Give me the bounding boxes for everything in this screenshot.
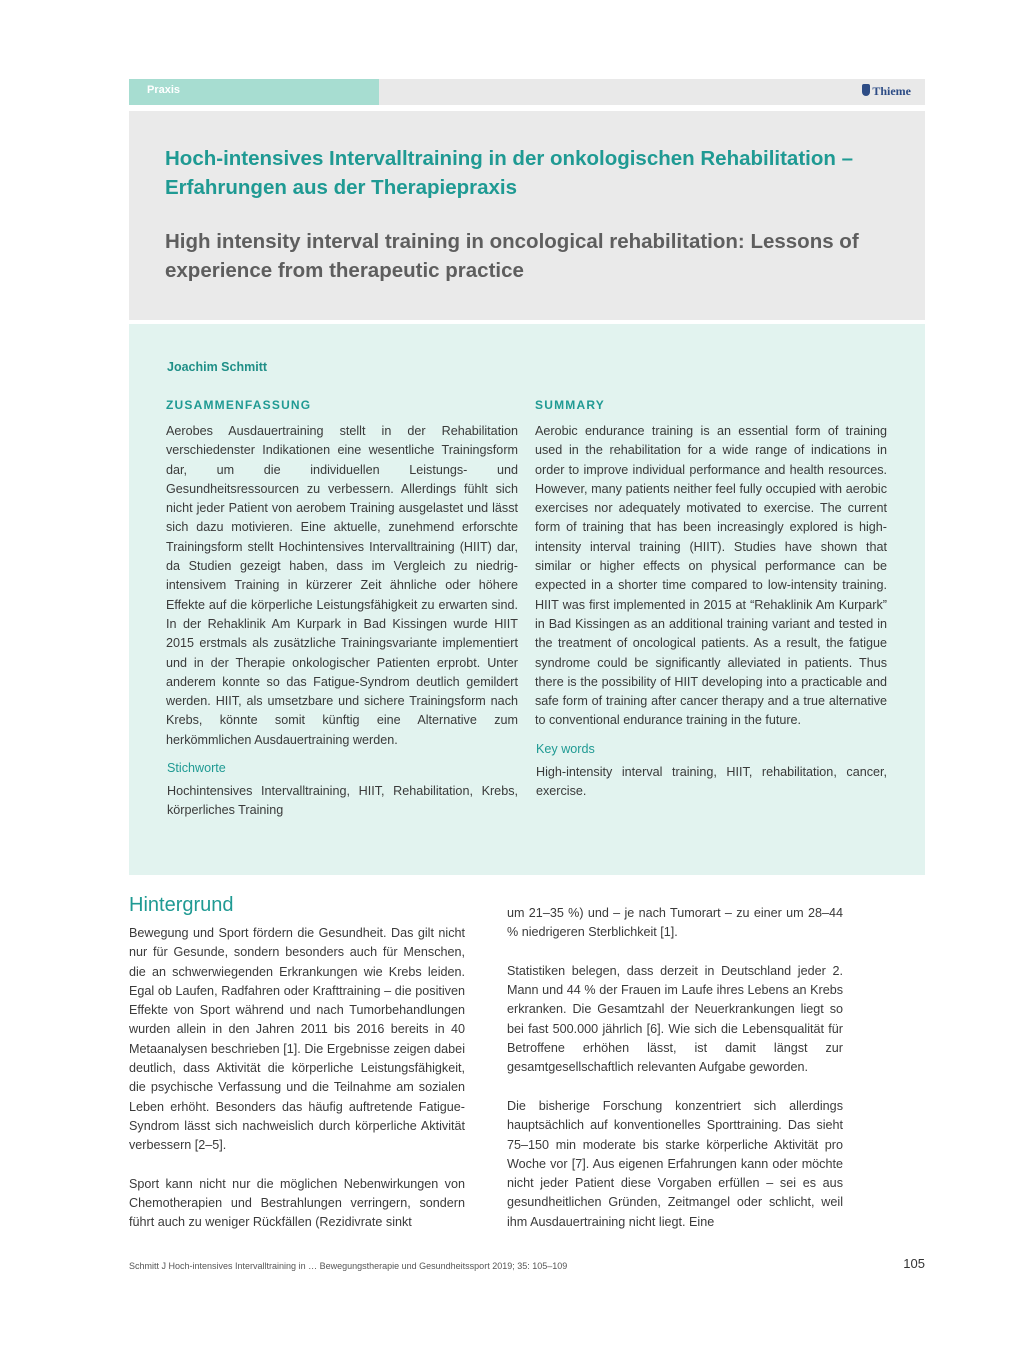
title-box bbox=[129, 111, 925, 320]
body-paragraph: um 21–35 %) und – je nach Tumorart – zu einer um 28–44 % niedrigeren Sterblichkeit [1]. bbox=[507, 906, 843, 940]
abstract-text-en: Aerobic endurance training is an essential form of training used in the rehabilitation for a wide range of indications in order to improve individual performance and health resources. However, many patients neither feel fully occupied with aerobic exercises nor adequately motivated to exercise. The current form of training that has been increasingly explored is high-intensity interval training (HIIT). Studies have shown that similar or higher effects on physical performance can be expected in a shorter time compared to low-intensity training. HIIT was first implemented in 2015 at “Rehaklinik Am Kurpark” in Bad Kissingen as an additional training variant and tested in the treatment of oncological patients. As a result, the fatigue syndrome could be significantly alleviated in patients. Thus there is the possibility of HIIT developing into a practicable and safe form of training after cancer therapy and a true alternative to conventional endurance training in the future. bbox=[535, 424, 887, 728]
body-column-left bbox=[129, 892, 465, 1252]
body-paragraph: Bewegung und Sport fördern die Gesundheit. Das gilt nicht nur für Gesunde, sondern besonders auch für Menschen, die an schwerwiegenden Erkrankungen wie Krebs leiden. Egal ob Laufen, Radfahren oder Krafttraining – die positiven Effekte von Sport während und nach Tumorbehandlungen wurden allein in den Jahren 2011 bis 2016 bereits in 40 Metaanalysen beschrieben [1]. Die Ergebnisse zeigen dabei deutlich, dass Aktivität die körperliche Leistungsfähigkeit, die psychische Verfassung und die Teilnahme am sozialen Leben erhöht. Besonders das häufig auftretende Fatigue-Syndrom lässt sich nachweislich durch körperliche Aktivität verbessern [2–5]. bbox=[129, 926, 465, 1153]
publisher-logo bbox=[862, 84, 911, 99]
body-paragraph: Statistiken belegen, dass derzeit in Deutschland jeder 2. Mann und 44 % der Frauen im Laufe ihres Lebens an Krebs erkranken. Die Gesamtzahl der Neuerkrankungen liegt so bei fast 500.000 jährlich [6]. Wie sich die Lebensqualität für Betroffene erhöhen lässt, ist damit längst zur gesamtgesellschaftlich relevanten Aufgabe geworden. bbox=[507, 963, 843, 1075]
abstract-heading-en: SUMMARY bbox=[535, 398, 605, 412]
publisher-name: Thieme bbox=[872, 84, 911, 98]
title-english: High intensity interval training in oncological rehabilitation: Lessons of experience from therapeutic practice bbox=[165, 230, 859, 282]
section-label: Praxis bbox=[147, 84, 181, 96]
page-number: 105 bbox=[903, 1256, 925, 1271]
body-paragraph: Die bisherige Forschung konzentriert sich allerdings hauptsächlich auf konventionelles Sporttraining. Das sieht 75–150 min moderate bis starke körperliche Aktivität pro Woche vor [7]. Aus eigenen Erfahrungen kann oder möchte nicht jeder Patient diese Vorgaben erfüllen – sei es aus gesundheitlichen Gründen, Zeitmangel oder schlicht, weil ihm Ausdauertraining nicht liegt. Eine bbox=[507, 1098, 843, 1229]
abstract-heading-de: ZUSAMMENFASSUNG bbox=[166, 398, 312, 412]
abstract-english bbox=[535, 398, 887, 801]
footer-citation: Schmitt J Hoch-intensives Intervalltraining in … Bewegungstherapie und Gesundheitssport 2019; 35: 105–109 bbox=[129, 1261, 568, 1271]
keywords-de: Hochintensives Intervalltraining, HIIT, Rehabilitation, Krebs, körperliches Training bbox=[167, 784, 518, 818]
abstract-text-de: Aerobes Ausdauertraining stellt in der Rehabilitation verschiedenster Indikationen eine wesentliche Trainingsform dar, um die individuellen Leistungs- und Gesundheitsressourcen zu verbessern. Allerdings fühlt sich nicht jeder Patient von aerobem Training ausgelastet und lässt sich dazu motivieren. Eine aktuelle, zunehmend erforschte Trainingsform stellt Hochintensives Intervalltraining (HIIT) dar, da Studien gezeigt haben, dass im Vergleich zu niedrig-intensivem Training in kürzerer Zeit ähnliche oder höhere Effekte auf die körperliche Leistungsfähigkeit zu erwarten sind. In der Rehaklinik Am Kurpark in Bad Kissingen wurde HIIT 2015 erstmals als zusätzliche Trainingsvariante implementiert und in der Therapie onkologischer Patienten erprobt. Unter anderem konnte so das Fatigue-Syndrom deutlich gemildert werden. HIIT, als umsetzbare und sichere Trainingsform nach Krebs, könnte somit künftig eine Alternative zum herkömmlichen Ausdauertraining werden. bbox=[166, 424, 518, 747]
keywords-heading-de: Stichworte bbox=[167, 761, 226, 776]
abstract-box bbox=[129, 324, 925, 875]
body-column-right bbox=[507, 904, 843, 1251]
section-tab bbox=[129, 79, 379, 105]
section-heading: Hintergrund bbox=[129, 894, 234, 916]
author-name: Joachim Schmitt bbox=[167, 360, 268, 374]
thieme-logo-icon bbox=[862, 84, 870, 96]
keywords-heading-en: Key words bbox=[536, 741, 595, 756]
header-bar bbox=[129, 79, 925, 105]
abstract-german bbox=[166, 398, 518, 821]
keywords-en: High-intensity interval training, HIIT, rehabilitation, cancer, exercise. bbox=[536, 764, 887, 799]
title-german: Hoch-intensives Intervalltraining in der onkologischen Rehabilitation – Erfahrungen aus der Therapiepraxis bbox=[165, 147, 854, 199]
body-paragraph: Sport kann nicht nur die möglichen Nebenwirkungen von Chemotherapien und Bestrahlungen verringern, sondern führt auch zu weniger Rückfällen (Rezidivrate sinkt bbox=[129, 1176, 465, 1230]
